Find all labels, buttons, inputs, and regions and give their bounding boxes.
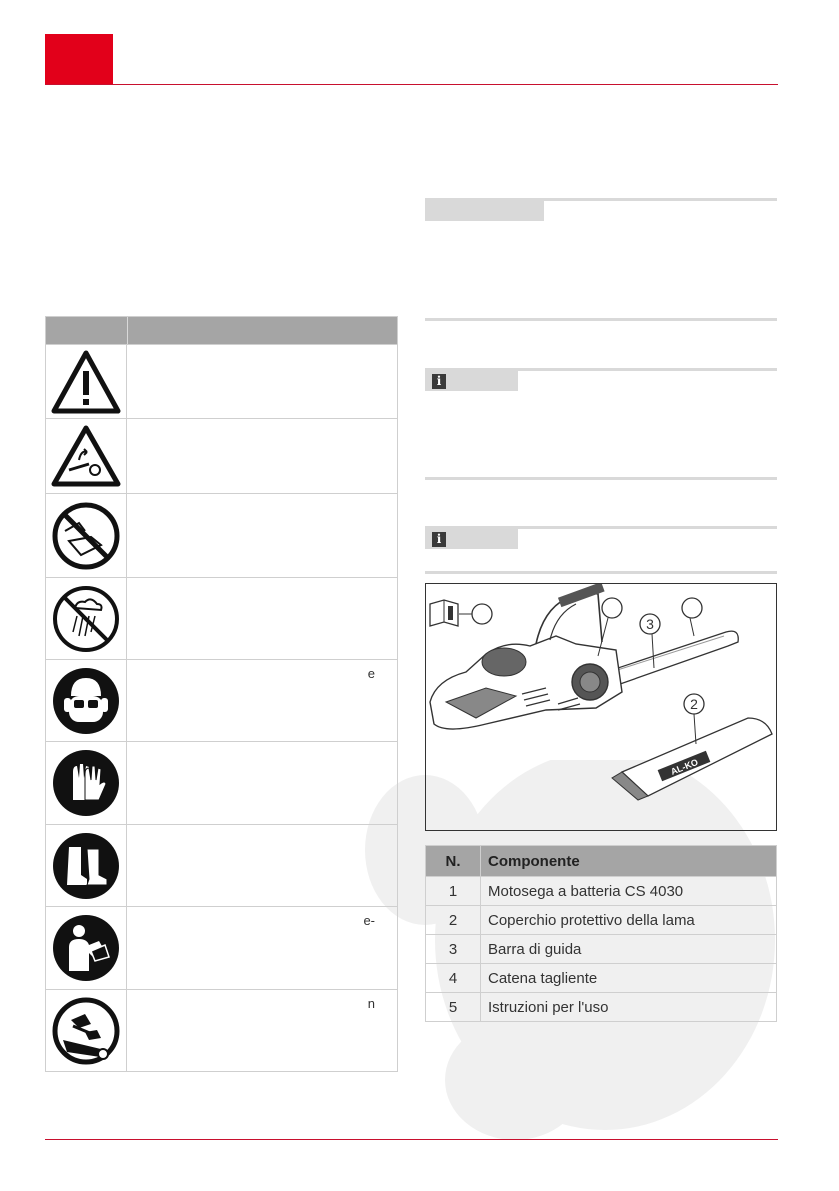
info-rule: [425, 477, 777, 480]
symbol-cell: [46, 990, 127, 1071]
symbols-table: [45, 316, 398, 1072]
wear-gloves-icon: [51, 748, 121, 818]
callout-number: 3: [646, 616, 654, 632]
info-icon: i: [432, 532, 446, 547]
table-row: [46, 418, 397, 493]
column-header-number: N.: [426, 846, 481, 877]
symbol-cell: [46, 419, 127, 493]
two-hand-operation-icon: [51, 996, 121, 1066]
component-number: 4: [426, 964, 481, 993]
table-row: [46, 344, 397, 418]
table-row: [426, 964, 777, 993]
footer-rule: [45, 1139, 778, 1140]
brand-label: AL-KO: [669, 756, 700, 777]
table-row: [46, 741, 397, 824]
table-row: [426, 877, 777, 906]
component-number: 5: [426, 993, 481, 1022]
column-header-component: Componente: [481, 846, 777, 877]
symbol-cell: [46, 345, 127, 418]
symbol-cell: [46, 907, 127, 989]
warning-triangle-icon: [51, 349, 121, 415]
table-row: [426, 993, 777, 1022]
component-number: 2: [426, 906, 481, 935]
manual-book-icon: [430, 600, 472, 626]
table-row: [426, 935, 777, 964]
component-name: Motosega a batteria CS 4030: [481, 877, 777, 906]
symbol-cell: [46, 825, 127, 906]
read-manual-icon: [51, 913, 121, 983]
section-rule: [425, 318, 777, 321]
symbol-cell: [46, 742, 127, 824]
table-row: [46, 493, 397, 577]
table-row: [46, 824, 397, 906]
wear-head-eye-ear-protection-icon: [51, 666, 121, 736]
symbols-table-header: [46, 317, 397, 344]
component-name: Catena tagliente: [481, 964, 777, 993]
chainsaw-illustration: [426, 584, 776, 830]
table-row: [46, 989, 397, 1071]
callout-circle: [472, 604, 492, 624]
table-row: [46, 577, 397, 659]
info-rule: [425, 571, 777, 574]
no-rain-icon: [51, 584, 121, 654]
product-figure: [425, 583, 777, 831]
components-table: [425, 845, 777, 1022]
no-one-hand-operation-icon: [51, 501, 121, 571]
callout-circle: [682, 598, 702, 618]
symbol-description-fragment: e: [367, 666, 375, 681]
wear-safety-boots-icon: [51, 831, 121, 901]
component-name: Istruzioni per l'uso: [481, 993, 777, 1022]
callout-circle: [602, 598, 622, 618]
chapter-tab: [45, 34, 113, 84]
symbol-description-fragment: n: [367, 996, 375, 1011]
symbol-cell: [46, 578, 127, 659]
callout-number: 2: [690, 696, 698, 712]
section-tag: [425, 201, 544, 221]
info-icon: i: [432, 374, 446, 389]
header-rule: [45, 84, 778, 85]
symbol-description-fragment: e-: [363, 913, 375, 928]
component-number: 1: [426, 877, 481, 906]
table-row: [46, 906, 397, 989]
symbol-cell: [46, 660, 127, 741]
symbol-cell: [46, 494, 127, 577]
table-row: [46, 659, 397, 741]
component-number: 3: [426, 935, 481, 964]
kickback-warning-icon: [51, 424, 121, 488]
component-name: Barra di guida: [481, 935, 777, 964]
table-row: [426, 906, 777, 935]
component-name: Coperchio protettivo della lama: [481, 906, 777, 935]
table-header-row: [426, 846, 777, 877]
